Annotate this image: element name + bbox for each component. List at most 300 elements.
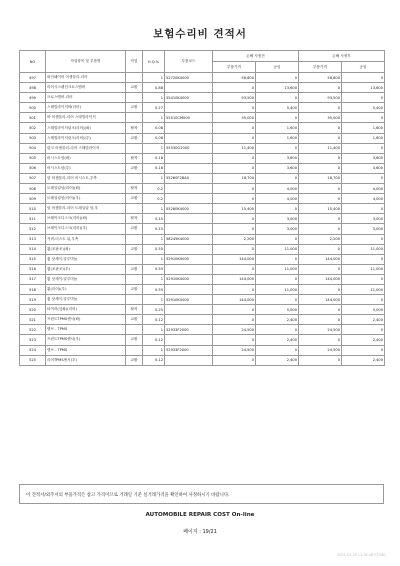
row-parts-price-after: 144,000 (299, 295, 342, 305)
row-no: 516 (20, 264, 46, 274)
row-parts-price-after: 35,000 (299, 113, 342, 123)
table-row (20, 355, 385, 365)
table-row (20, 325, 385, 335)
row-no: 523 (20, 335, 46, 345)
row-hours: 0.08 (143, 133, 165, 143)
table-row (20, 73, 385, 83)
row-labor-before: 4,000 (256, 184, 299, 194)
row-parts-price-before: 0 (213, 123, 256, 133)
row-work-type (126, 73, 143, 83)
table-row (20, 194, 385, 204)
row-parts-price-before: 0 (213, 264, 256, 274)
row-parts-price-before: 0 (213, 103, 256, 113)
row-hours: 0.2 (143, 194, 165, 204)
row-labor-before: 0 (256, 173, 299, 183)
header-hours: H.Q.% (143, 51, 165, 73)
row-parts-price-before: 0 (213, 133, 256, 143)
row-labor-after: 3,600 (342, 153, 385, 163)
row-item-name: 휠 앗세이-알루미늄 (46, 274, 126, 284)
row-parts-price-after: 15,400 (299, 204, 342, 214)
row-labor-after: 3,600 (342, 163, 385, 173)
row-labor-after: 13,600 (342, 83, 385, 93)
row-labor-after: 0 (342, 73, 385, 83)
row-part-code: 52910K4000 (165, 254, 213, 264)
row-labor-before: 0 (256, 295, 299, 305)
row-hours: 1 (143, 73, 165, 83)
row-work-type: 탈착 (126, 153, 143, 163)
row-parts-price-after: 24,500 (299, 345, 342, 355)
row-labor-before: 0 (256, 73, 299, 83)
row-labor-after: 3,000 (342, 224, 385, 234)
row-work-type (126, 113, 143, 123)
row-part-code: 55530G2000 (165, 143, 213, 153)
row-part-code (165, 184, 213, 194)
row-parts-price-after: 144,000 (299, 274, 342, 284)
row-part-code (165, 224, 213, 234)
row-labor-before: 0 (256, 93, 299, 103)
row-part-code: 52910K4000 (165, 274, 213, 284)
row-parts-price-before: 0 (213, 184, 256, 194)
row-part-code (165, 305, 213, 315)
row-work-type: 탈착 (126, 214, 143, 224)
row-parts-price-after: 0 (299, 123, 342, 133)
row-parts-price-after: 2,200 (299, 234, 342, 244)
row-work-type (126, 204, 143, 214)
row-parts-price-before: 93,500 (213, 93, 256, 103)
row-work-type: 탈착 (126, 184, 143, 194)
row-item-name: 리어시스펜션크로스멤버 (46, 83, 126, 93)
row-parts-price-before: 0 (213, 335, 256, 345)
table-row (20, 284, 385, 294)
row-work-type: 교환 (126, 244, 143, 254)
row-parts-price-after: 0 (299, 163, 342, 173)
row-labor-after: 0 (342, 93, 385, 103)
row-labor-after: 0 (342, 325, 385, 335)
row-part-code (165, 284, 213, 294)
row-no: 522 (20, 325, 46, 335)
table-row (20, 163, 385, 173)
row-parts-price-before: 0 (213, 284, 256, 294)
row-parts-price-before: 0 (213, 315, 256, 325)
row-labor-after: 4,000 (342, 194, 385, 204)
row-part-code: 52910K4000 (165, 295, 213, 305)
row-work-type: 교환 (126, 224, 143, 234)
row-no: 517 (20, 274, 46, 284)
row-work-type: 탈착 (126, 123, 143, 133)
row-hours: 1 (143, 113, 165, 123)
row-labor-before: 2,400 (256, 315, 299, 325)
row-no: 498 (20, 83, 46, 93)
row-parts-price-after: 0 (299, 355, 342, 365)
row-labor-after: 11,000 (342, 244, 385, 254)
row-part-code: 55410K4000 (165, 93, 213, 103)
row-hours: 0.2 (143, 184, 165, 194)
row-parts-price-before: 0 (213, 214, 256, 224)
row-labor-after: 0 (342, 143, 385, 153)
row-no: 500 (20, 103, 46, 113)
price-notice: 이 견적서/외주서의 부품가격은 참고 가격이므로 거래일 기준 실거래가격을 확인하여 사정하시기 바랍니다. (19, 484, 384, 504)
row-part-code (165, 123, 213, 133)
row-parts-price-before: 15,400 (213, 204, 256, 214)
header-parts-price-before: 부품가격 (213, 62, 256, 73)
row-no: 518 (20, 284, 46, 294)
row-no: 511 (20, 214, 46, 224)
row-parts-price-after: 0 (299, 184, 342, 194)
row-labor-after: 2,400 (342, 335, 385, 345)
row-parts-price-after: 144,000 (299, 254, 342, 264)
row-item-name: 커버-더스트 뒤,우측 (46, 234, 126, 244)
row-part-code (165, 335, 213, 345)
row-hours: 1 (143, 234, 165, 244)
row-no: 513 (20, 234, 46, 244)
row-work-type: 교환 (126, 83, 143, 93)
row-hours: 0.12 (143, 335, 165, 345)
row-work-type (126, 295, 143, 305)
row-hours: 0.88 (143, 83, 165, 93)
row-parts-price-after: 18,700 (299, 173, 342, 183)
row-item-name: 퍼인패이어 어셈블리-리어 (46, 73, 126, 83)
row-labor-before: 3,600 (256, 153, 299, 163)
row-labor-before: 2,400 (256, 355, 299, 365)
row-part-code (165, 214, 213, 224)
row-parts-price-after: 0 (299, 305, 342, 315)
table-row (20, 113, 385, 123)
row-part-code (165, 244, 213, 254)
table-row (20, 234, 385, 244)
row-hours: 0.55 (143, 244, 165, 254)
table-row (20, 173, 385, 183)
row-part-code (165, 315, 213, 325)
row-part-code: 52933F2000 (165, 345, 213, 355)
table-row (20, 345, 385, 355)
row-labor-before: 11,000 (256, 284, 299, 294)
row-parts-price-before: 144,000 (213, 274, 256, 284)
row-no: 515 (20, 254, 46, 264)
table-row (20, 264, 385, 274)
row-item-name: 브레이크디스크(리어)(우) (46, 224, 126, 234)
row-parts-price-after: 58,800 (299, 73, 342, 83)
row-labor-before: 3,600 (256, 163, 299, 173)
row-parts-price-after: 24,500 (299, 325, 342, 335)
row-labor-before: 4,000 (256, 194, 299, 204)
row-parts-price-before: 0 (213, 163, 256, 173)
header-labor-before: 공임 (256, 62, 299, 73)
row-hours: 1 (143, 345, 165, 355)
row-item-name: 휠(조판조)(좌) (46, 244, 126, 254)
row-item-name: 크로스멤버-리어 (46, 93, 126, 103)
row-no: 525 (20, 355, 46, 365)
table-row (20, 295, 385, 305)
row-item-name: 암 어셈블리-리어 트레일링 암,우 (46, 204, 126, 214)
row-labor-after: 0 (342, 254, 385, 264)
row-hours: 1 (143, 295, 165, 305)
row-item-name: 밸브 - TPMS (46, 325, 126, 335)
row-item-name: 휠(리어)(우) (46, 284, 126, 294)
row-labor-after: 1,600 (342, 133, 385, 143)
row-part-code (165, 153, 213, 163)
header-before-assessment: 손해 사정전 (213, 51, 299, 62)
row-labor-after: 5,400 (342, 103, 385, 113)
row-work-type (126, 93, 143, 103)
row-parts-price-after: 93,500 (299, 93, 342, 103)
row-work-type: 교환 (126, 264, 143, 274)
row-parts-price-before: 24,500 (213, 325, 256, 335)
row-no: 502 (20, 123, 46, 133)
row-labor-before: 1,600 (256, 133, 299, 143)
row-no: 507 (20, 173, 46, 183)
row-parts-price-before: 0 (213, 244, 256, 254)
row-no: 514 (20, 244, 46, 254)
row-hours: 1 (143, 173, 165, 183)
table-row (20, 204, 385, 214)
row-item-name: 스태빌라이저링크(리어)(우) (46, 133, 126, 143)
row-item-name: 밸브 - TPMS (46, 345, 126, 355)
row-hours: 0.18 (143, 153, 165, 163)
row-parts-price-before: 18,700 (213, 173, 256, 183)
row-parts-price-before: 24,500 (213, 345, 256, 355)
table-row (20, 184, 385, 194)
row-no: 504 (20, 143, 46, 153)
row-parts-price-after: 0 (299, 103, 342, 113)
row-labor-before: 3,000 (256, 224, 299, 234)
table-header (20, 51, 385, 73)
table-row (20, 103, 385, 113)
row-hours: 1 (143, 325, 165, 335)
row-labor-after: 3,000 (342, 214, 385, 224)
row-no: 509 (20, 194, 46, 204)
row-labor-after: 0 (342, 113, 385, 123)
row-parts-price-before: 0 (213, 305, 256, 315)
row-part-code (165, 264, 213, 274)
row-item-name: 암 어셈블리-리어 어시스트,우측 (46, 173, 126, 183)
row-hours: 1 (143, 274, 165, 284)
row-labor-after: 2,400 (342, 355, 385, 365)
row-no: 519 (20, 295, 46, 305)
row-work-type (126, 345, 143, 355)
row-labor-after: 0 (342, 274, 385, 284)
row-item-name: 브레이크디스크(리어)(좌) (46, 214, 126, 224)
row-hours: 0.12 (143, 315, 165, 325)
header-after-assessment: 손해 사정후 (299, 51, 385, 62)
print-timestamp: 2021-03-29 11:36:46 RT/081 (337, 553, 386, 557)
header-parts-price-after: 부품가격 (299, 62, 342, 73)
row-parts-price-before: 2,200 (213, 234, 256, 244)
row-hours: 0.18 (143, 163, 165, 173)
table-row (20, 224, 385, 234)
footer-service-name: AUTOMOBILE REPAIR COST On-line (145, 512, 255, 518)
row-part-code: 52933F2000 (165, 325, 213, 335)
row-item-name: 타이어(앞좌)(리어) (46, 305, 126, 315)
row-labor-after: 5,000 (342, 305, 385, 315)
table-row (20, 133, 385, 143)
row-labor-after: 4,000 (342, 184, 385, 194)
row-part-code (165, 133, 213, 143)
row-hours: 0.15 (143, 224, 165, 234)
row-item-name: 리어TPMS센서(우) (46, 355, 126, 365)
row-work-type: 교환 (126, 163, 143, 173)
row-parts-price-before: 58,800 (213, 73, 256, 83)
row-hours: 0.55 (143, 284, 165, 294)
row-labor-before: 11,000 (256, 244, 299, 254)
row-parts-price-before: 0 (213, 153, 256, 163)
table-row (20, 153, 385, 163)
row-item-name: 휠 앗세이-알루미늄 (46, 254, 126, 264)
row-hours: 0.55 (143, 264, 165, 274)
row-hours: 0.12 (143, 355, 165, 365)
row-parts-price-after: 0 (299, 83, 342, 93)
table-row (20, 335, 385, 345)
row-hours: 1 (143, 254, 165, 264)
row-hours: 0.15 (143, 214, 165, 224)
row-parts-price-before: 11,400 (213, 143, 256, 153)
row-work-type (126, 143, 143, 153)
row-parts-price-after: 0 (299, 244, 342, 254)
row-labor-before: 0 (256, 234, 299, 244)
row-work-type: 교환 (126, 103, 143, 113)
row-item-name: 트레일링암(리어)(좌) (46, 184, 126, 194)
row-no: 510 (20, 204, 46, 214)
row-labor-before: 5,000 (256, 305, 299, 315)
table-row (20, 254, 385, 264)
table-row (20, 83, 385, 93)
table-row (20, 93, 385, 103)
row-work-type: 교환 (126, 284, 143, 294)
table-row (20, 123, 385, 133)
row-labor-before: 13,600 (256, 83, 299, 93)
row-no: 505 (20, 153, 46, 163)
row-no: 508 (20, 184, 46, 194)
row-work-type (126, 274, 143, 284)
row-item-name: 링크 어셈블리-리어 스태빌라이저 (46, 143, 126, 153)
table-row (20, 143, 385, 153)
row-labor-after: 2,400 (342, 315, 385, 325)
row-labor-before: 5,400 (256, 103, 299, 113)
row-work-type: 교환 (126, 315, 143, 325)
row-work-type: 탈착 (126, 305, 143, 315)
row-hours: 0.27 (143, 103, 165, 113)
row-parts-price-after: 11,400 (299, 143, 342, 153)
row-labor-after: 0 (342, 204, 385, 214)
row-work-type (126, 325, 143, 335)
row-item-name: 스태빌라이저바(리어) (46, 103, 126, 113)
row-labor-before: 0 (256, 204, 299, 214)
row-labor-after: 11,000 (342, 284, 385, 294)
document-title: 보험수리비 견적서 (153, 28, 247, 40)
row-parts-price-after: 0 (299, 284, 342, 294)
row-no: 521 (20, 315, 46, 325)
page-number: 페이지 : 19/21 (183, 529, 217, 535)
row-work-type: 교환 (126, 194, 143, 204)
header-part-code: 부품코드 (165, 51, 213, 73)
row-labor-before: 3,000 (256, 214, 299, 224)
row-work-type: 교환 (126, 335, 143, 345)
row-no: 501 (20, 113, 46, 123)
row-no: 512 (20, 224, 46, 234)
row-work-type (126, 254, 143, 264)
row-parts-price-before: 0 (213, 355, 256, 365)
row-work-type: 교환 (126, 133, 143, 143)
row-part-code: 52720K4000 (165, 73, 213, 83)
row-labor-after: 0 (342, 345, 385, 355)
header-work: 작업 (126, 51, 143, 73)
row-parts-price-after: 0 (299, 194, 342, 204)
row-part-code (165, 83, 213, 93)
row-part-code: 55510CM000 (165, 113, 213, 123)
table-row (20, 315, 385, 325)
row-parts-price-after: 0 (299, 315, 342, 325)
row-parts-price-before: 144,000 (213, 295, 256, 305)
row-parts-price-after: 0 (299, 153, 342, 163)
row-labor-before: 1,600 (256, 123, 299, 133)
row-hours: 0.08 (143, 123, 165, 133)
row-part-code: 55280K4000 (165, 204, 213, 214)
row-parts-price-before: 0 (213, 83, 256, 93)
row-labor-before: 0 (256, 274, 299, 284)
table-row (20, 274, 385, 284)
row-parts-price-after: 0 (299, 264, 342, 274)
row-item-name: 휠 앗세이-알루미늄 (46, 295, 126, 305)
row-no: 520 (20, 305, 46, 315)
row-work-type (126, 173, 143, 183)
row-parts-price-after: 0 (299, 133, 342, 143)
table-row (20, 244, 385, 254)
row-hours: 1 (143, 143, 165, 153)
row-parts-price-before: 35,000 (213, 113, 256, 123)
header-labor-after: 공임 (342, 62, 385, 73)
row-labor-after: 11,000 (342, 264, 385, 274)
table-body (20, 73, 385, 366)
row-item-name: 프런트TPMS센서(좌) (46, 315, 126, 325)
row-hours: 1 (143, 204, 165, 214)
row-item-name: 스태빌라이저링크(리어)(좌) (46, 123, 126, 133)
row-item-name: 어시스트암(우) (46, 163, 126, 173)
row-item-name: 바 어셈블리-리어 스태빌라이저 (46, 113, 126, 123)
row-no: 497 (20, 73, 46, 83)
row-parts-price-before: 144,000 (213, 254, 256, 264)
row-labor-before: 0 (256, 325, 299, 335)
row-part-code (165, 355, 213, 365)
row-labor-before: 2,400 (256, 335, 299, 345)
row-no: 506 (20, 163, 46, 173)
estimate-table (19, 50, 385, 366)
row-no: 499 (20, 93, 46, 103)
row-no: 524 (20, 345, 46, 355)
row-labor-after: 1,600 (342, 123, 385, 133)
row-labor-after: 0 (342, 295, 385, 305)
row-hours: 0.25 (143, 305, 165, 315)
row-no: 503 (20, 133, 46, 143)
row-part-code: 55260F2BA0 (165, 173, 213, 183)
row-parts-price-before: 0 (213, 224, 256, 234)
row-part-code (165, 194, 213, 204)
row-part-code: 58245K4000 (165, 234, 213, 244)
row-parts-price-after: 0 (299, 224, 342, 234)
row-parts-price-before: 0 (213, 194, 256, 204)
row-labor-before: 0 (256, 345, 299, 355)
row-item-name: 휠(조판조)(우) (46, 264, 126, 274)
row-hours: 1 (143, 93, 165, 103)
header-no: NO (20, 51, 46, 73)
row-labor-after: 0 (342, 234, 385, 244)
row-labor-after: 0 (342, 173, 385, 183)
row-part-code (165, 103, 213, 113)
header-item: 작업항목 및 부품명 (46, 51, 126, 73)
row-item-name: 어시스트암(좌) (46, 153, 126, 163)
row-item-name: 프런트TPMS센서(우) (46, 335, 126, 345)
row-part-code (165, 163, 213, 173)
table-row (20, 214, 385, 224)
row-labor-before: 0 (256, 113, 299, 123)
